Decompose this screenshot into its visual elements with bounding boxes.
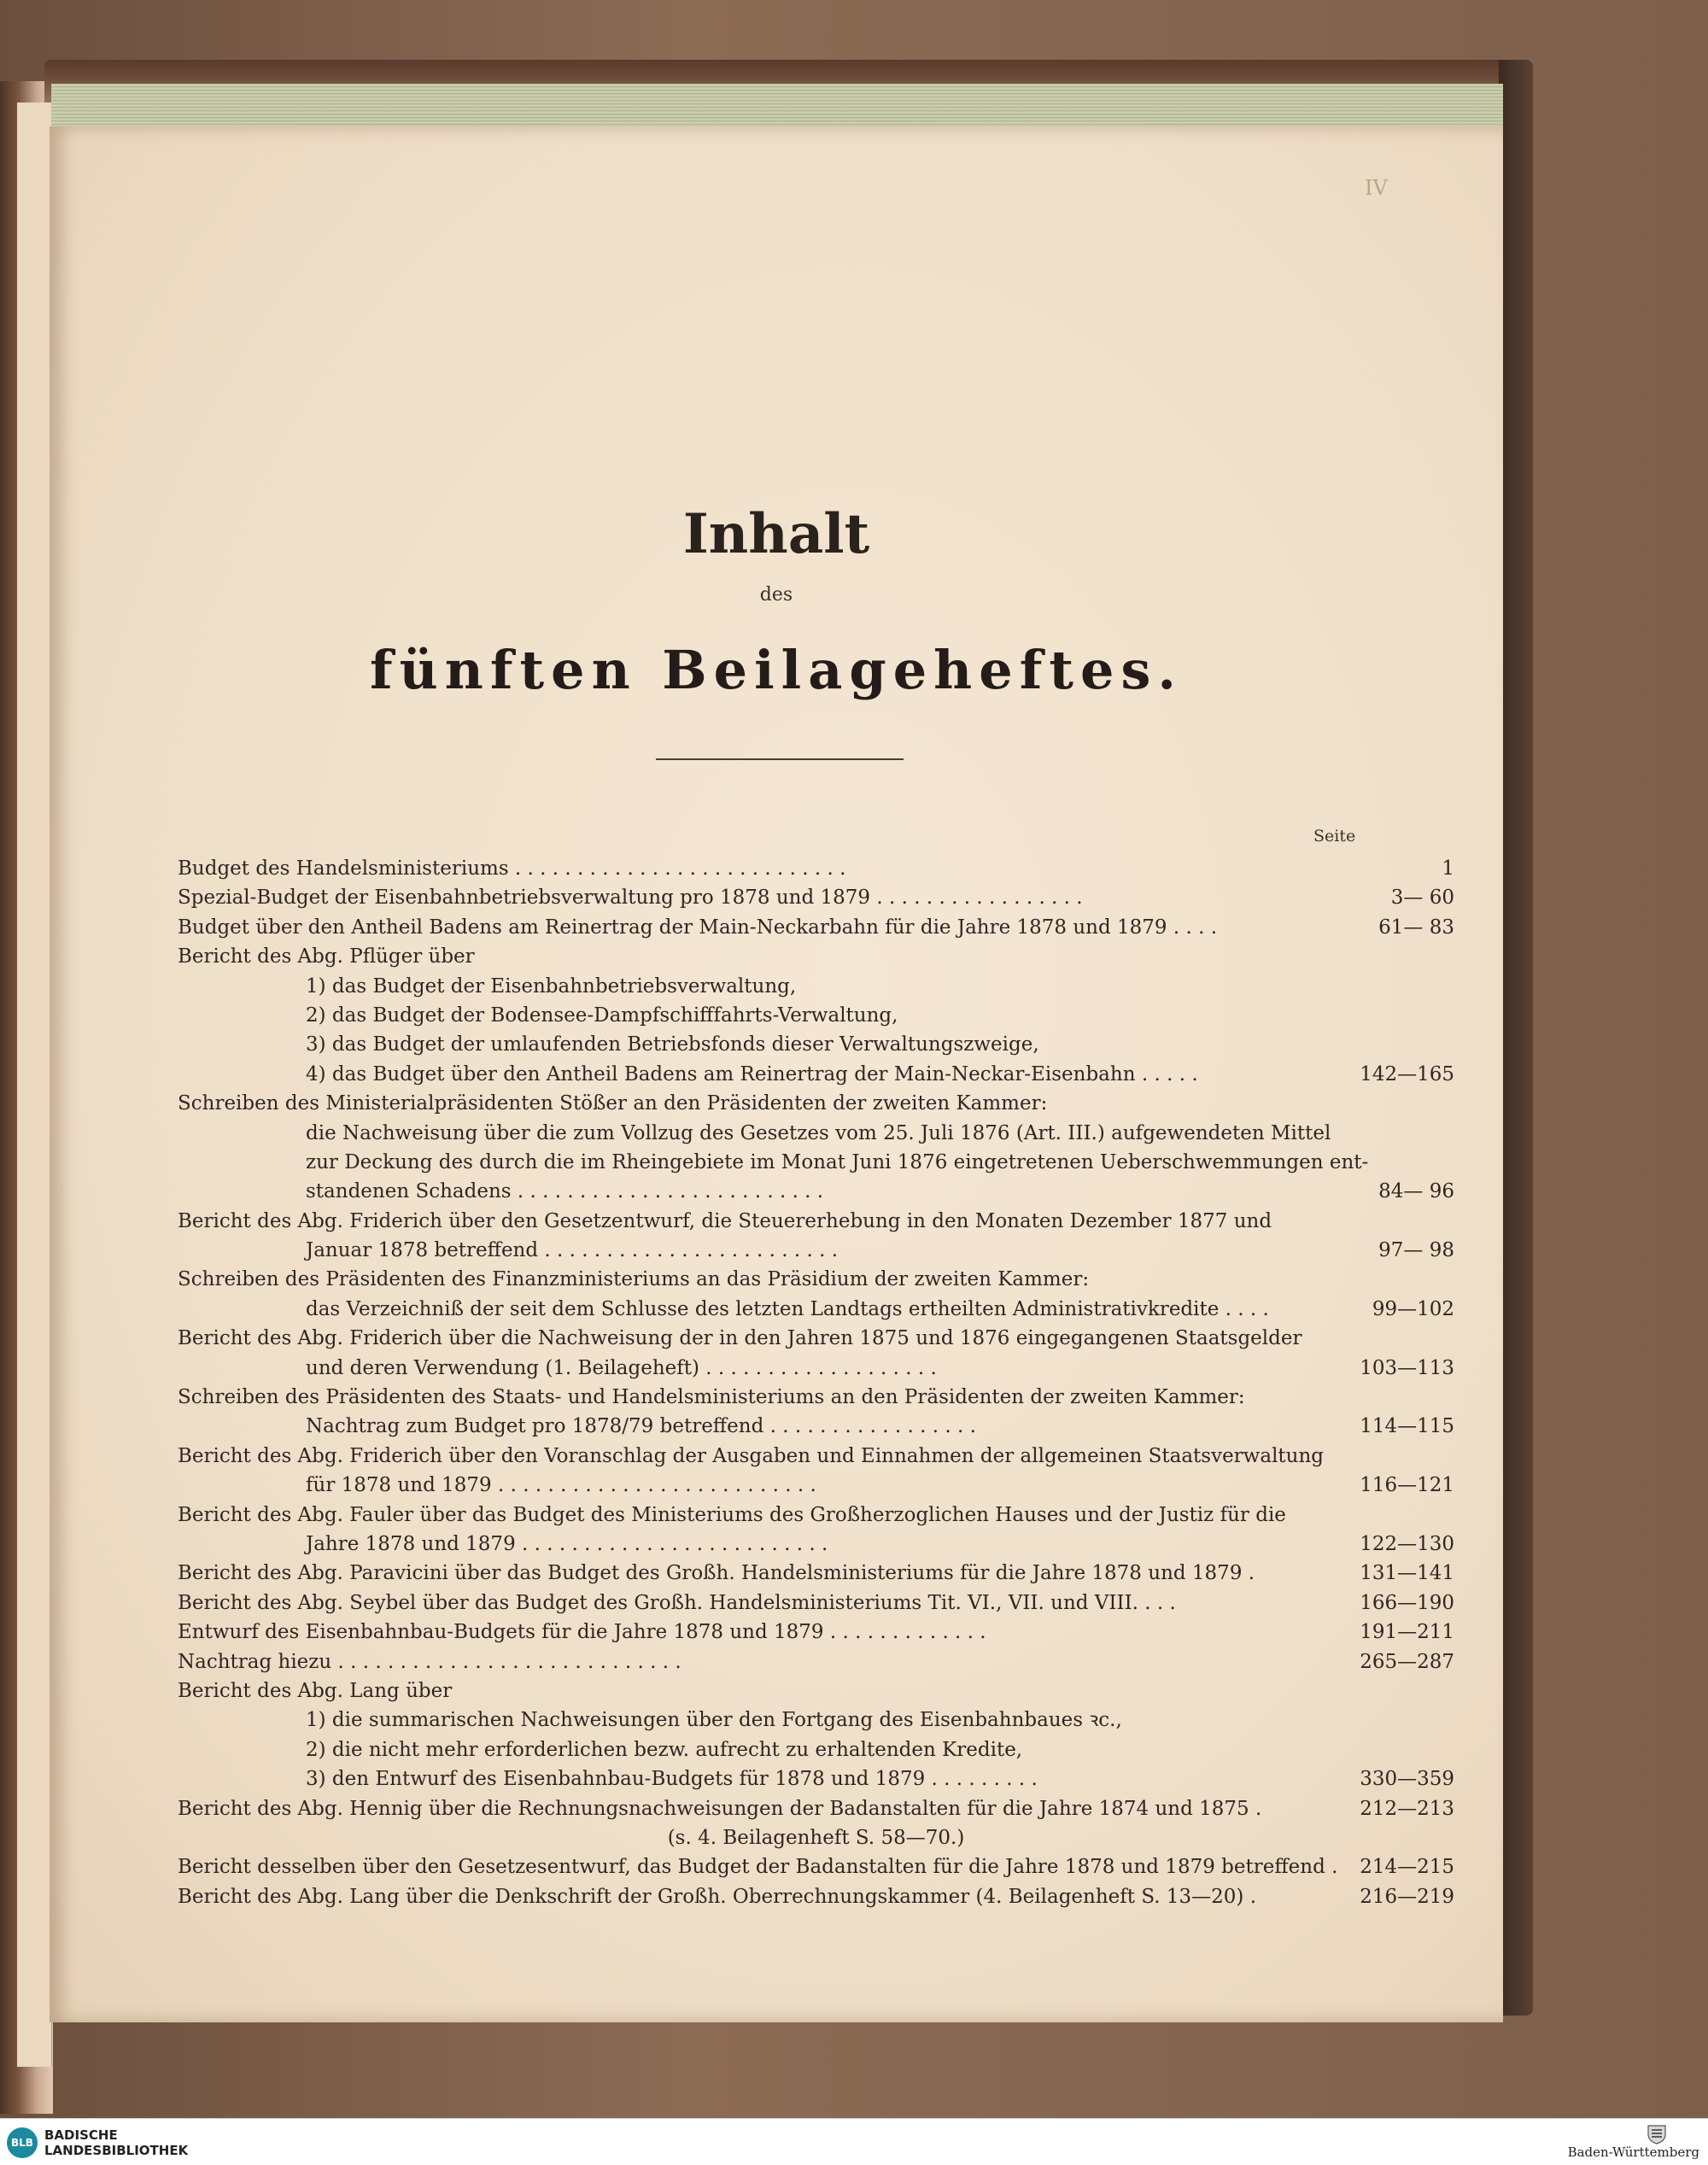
toc-entry-page: 166—190 [1360, 1591, 1454, 1614]
toc-entry-text: 4) das Budget über den Antheil Badens am Reinertrag der Main-Neckar-Eisenbahn . . . . . [306, 1062, 1198, 1085]
toc-entry-page: 116—121 [1360, 1474, 1454, 1497]
library-name[interactable] [44, 2127, 188, 2158]
toc-entry-page: 216—219 [1360, 1885, 1454, 1908]
toc-entry-text: Spezial-Budget der Eisenbahnbetriebsverwaltung pro 1878 und 1879 . . . . . . . . . . . . . . . . . [178, 886, 1083, 910]
toc-entry [178, 1735, 1454, 1764]
toc-entry-text: Budget über den Antheil Badens am Reinertrag der Main-Neckarbahn für die Jahre 1878 und 1879 . . . . [178, 916, 1218, 939]
title-connector: des [759, 584, 793, 606]
region-name: Baden-Württemberg [1567, 2145, 1699, 2160]
toc-entry-page: 1 [1442, 857, 1454, 880]
toc-entry [178, 1412, 1454, 1441]
toc-entry [178, 1559, 1454, 1588]
toc-entry [178, 1089, 1454, 1118]
toc-entry-page: 265—287 [1360, 1650, 1454, 1673]
toc-entry-text: Nachtrag hiezu . . . . . . . . . . . . . . . . . . . . . . . . . . . . [178, 1650, 681, 1673]
toc-entry-text: 2) die nicht mehr erforderlichen bezw. aufrecht zu erhaltenden Kredite, [306, 1738, 1023, 1761]
toc-entry-text: Schreiben des Präsidenten des Staats- und Handelsministeriums an den Präsidenten der zweiten Kammer: [178, 1386, 1245, 1409]
toc-entry-text: 3) den Entwurf des Eisenbahnbau-Budgets für 1878 und 1879 . . . . . . . . . [306, 1768, 1038, 1791]
toc-entry-text: Bericht des Abg. Hennig über die Rechnungsnachweisungen der Badanstalten für die Jahre 1874 und 1875 . [178, 1797, 1262, 1820]
toc-entry-page: 131—141 [1360, 1562, 1454, 1585]
toc-entry-text: und deren Verwendung (1. Beilageheft) . . . . . . . . . . . . . . . . . . . [306, 1356, 937, 1379]
toc-entry [178, 1706, 1454, 1735]
toc-entry-page: 103—113 [1360, 1356, 1454, 1379]
page-title: Inhalt [682, 502, 870, 566]
table-of-contents [178, 854, 1454, 1911]
page-subtitle: fünften Beilageheftes. [370, 639, 1183, 701]
toc-entry [178, 1001, 1454, 1030]
toc-entry-text: 3) das Budget der umlaufenden Betriebsfonds dieser Verwaltungszweige, [306, 1033, 1039, 1056]
toc-entry [178, 1148, 1454, 1177]
toc-entry [178, 1618, 1454, 1647]
toc-entry-page: 61— 83 [1378, 916, 1454, 939]
toc-entry-text: 1) das Budget der Eisenbahnbetriebsverwaltung, [306, 974, 797, 998]
toc-entry [178, 1324, 1454, 1353]
toc-entry [178, 1207, 1454, 1236]
toc-entry-text: Bericht des Abg. Friderich über die Nachweisung der in den Jahren 1875 und 1876 eingegangenen Staatsgelder [178, 1327, 1302, 1350]
toc-entry-page: 212—213 [1360, 1797, 1454, 1820]
toc-entry [178, 913, 1454, 942]
toc-entry [178, 1764, 1454, 1793]
toc-entry-page: 142—165 [1360, 1062, 1454, 1085]
toc-entry-text: Bericht des Abg. Fauler über das Budget des Ministeriums des Großherzoglichen Hauses und der Justiz für die [178, 1503, 1286, 1526]
toc-entry-text: die Nachweisung über die zum Vollzug des Gesetzes vom 25. Juli 1876 (Art. III.) aufgewendeten Mittel [306, 1121, 1331, 1144]
toc-entry [178, 1119, 1454, 1148]
toc-entry [178, 1676, 1454, 1706]
toc-entry [178, 1501, 1454, 1530]
toc-entry-text: Schreiben des Ministerialpräsidenten Stößer an den Präsidenten der zweiten Kammer: [178, 1092, 1048, 1115]
toc-entry-page: 114—115 [1360, 1415, 1454, 1438]
toc-entry-text: für 1878 und 1879 . . . . . . . . . . . . . . . . . . . . . . . . . . [306, 1474, 816, 1497]
toc-entry-text: Bericht des Abg. Friderich über den Voranschlag der Ausgaben und Einnahmen der allgemeinen Staatsverwaltung [178, 1444, 1325, 1467]
toc-entry-text: Bericht des Abg. Lang über die Denkschrift der Großh. Oberrechnungskammer (4. Beilagenheft S. 13—20) . [178, 1885, 1257, 1908]
page-number: IV [1365, 176, 1388, 200]
toc-entry-text: zur Deckung des durch die im Rheingebiete im Monat Juni 1876 eingetretenen Ueberschwemmungen ent- [306, 1150, 1369, 1173]
toc-entry [178, 1354, 1454, 1383]
toc-entry [178, 1647, 1454, 1676]
toc-entry-page: 330—359 [1360, 1768, 1454, 1791]
toc-entry-page: 84— 96 [1378, 1180, 1454, 1203]
toc-entry [178, 1265, 1454, 1294]
toc-entry-text: 2) das Budget der Bodensee-Dampfschifffahrts-Verwaltung, [306, 1004, 898, 1027]
toc-entry [178, 1060, 1454, 1089]
toc-entry-text: standenen Schadens . . . . . . . . . . . . . . . . . . . . . . . . . [306, 1180, 824, 1203]
toc-entry-text: Januar 1878 betreffend . . . . . . . . . . . . . . . . . . . . . . . . [306, 1239, 839, 1262]
toc-entry-page: 3— 60 [1390, 886, 1454, 910]
toc-entry [178, 1589, 1454, 1618]
toc-entry-text: (s. 4. Beilagenheft S. 58—70.) [667, 1826, 965, 1849]
toc-entry [178, 1530, 1454, 1559]
toc-entry-text: Bericht des Abg. Paravicini über das Budget des Großh. Handelsministeriums für die Jahre 1878 und 1879 . [178, 1562, 1255, 1585]
toc-entry [178, 1442, 1454, 1471]
toc-entry [178, 883, 1454, 912]
toc-entry-text: Jahre 1878 und 1879 . . . . . . . . . . . . . . . . . . . . . . . . . [306, 1532, 828, 1555]
book-cover-right [1499, 60, 1533, 2016]
title-rule [656, 758, 904, 760]
toc-entry [178, 1177, 1454, 1206]
toc-entry [178, 1030, 1454, 1059]
toc-entry [178, 1383, 1454, 1412]
toc-entry [178, 1236, 1454, 1265]
toc-entry-page: 191—211 [1360, 1621, 1454, 1644]
toc-entry [178, 942, 1454, 971]
footer-bar [0, 2118, 1708, 2165]
toc-entry-text: 1) die summarischen Nachweisungen über den Fortgang des Eisenbahnbaues ꝛc., [306, 1709, 1122, 1732]
blb-logo-icon[interactable]: BLB [7, 2127, 38, 2158]
left-page-edge [17, 102, 52, 2067]
toc-entry-text: Bericht des Abg. Pflüger über [178, 945, 475, 968]
toc-entry-text: Bericht desselben über den Gesetzesentwurf, das Budget der Badanstalten für die Jahre 1878 und 1879 betreffend . [178, 1856, 1338, 1879]
toc-entry [178, 1823, 1454, 1852]
toc-entry-text: Schreiben des Präsidenten des Finanzministeriums an das Präsidium der zweiten Kammer: [178, 1268, 1090, 1291]
toc-entry-text: Budget des Handelsministeriums . . . . . . . . . . . . . . . . . . . . . . . . . . . [178, 857, 846, 880]
toc-entry-text: das Verzeichniß der seit dem Schlusse des letzten Landtags ertheilten Administrativkredite . . . . [306, 1297, 1269, 1320]
toc-entry-text: Bericht des Abg. Seybel über das Budget des Großh. Handelsministeriums Tit. VI., VII. und VIII. . . . [178, 1591, 1176, 1614]
toc-entry-text: Nachtrag zum Budget pro 1878/79 betreffend . . . . . . . . . . . . . . . . . [306, 1415, 976, 1438]
library-name-line2: LANDESBIBLIOTHEK [44, 2143, 189, 2158]
toc-entry [178, 1295, 1454, 1324]
toc-entry-text: Bericht des Abg. Lang über [178, 1679, 453, 1702]
toc-entry [178, 1794, 1454, 1823]
baden-wuerttemberg-crest-icon [1645, 2122, 1669, 2145]
toc-entry [178, 1471, 1454, 1500]
toc-entry-text: Entwurf des Eisenbahnbau-Budgets für die Jahre 1878 und 1879 . . . . . . . . . . . . . [178, 1621, 986, 1644]
toc-entry [178, 1852, 1454, 1881]
seite-column-header: Seite [1313, 827, 1356, 846]
toc-entry [178, 1882, 1454, 1911]
toc-entry-text: Bericht des Abg. Friderich über den Gesetzentwurf, die Steuererhebung in den Monaten Dezember 1877 und [178, 1209, 1272, 1232]
toc-entry [178, 854, 1454, 883]
document-page [50, 126, 1503, 2022]
library-name-line1: BADISCHE [44, 2127, 118, 2143]
toc-entry-page: 97— 98 [1378, 1239, 1454, 1262]
toc-entry-page: 214—215 [1360, 1856, 1454, 1879]
toc-entry-page: 122—130 [1360, 1532, 1454, 1555]
toc-entry [178, 972, 1454, 1001]
toc-entry-page: 99—102 [1372, 1297, 1454, 1320]
